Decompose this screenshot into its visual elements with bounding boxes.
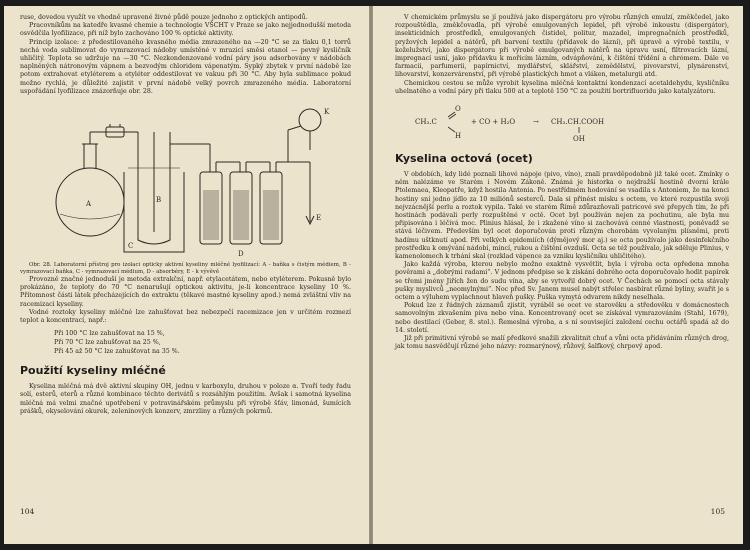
lyophilization-apparatus-figure	[20, 102, 350, 262]
left-paragraph-1: ruse, dovedou využít ve vhodně upravené živné půdě pouze jednoho z optických antipodů.	[20, 14, 308, 21]
left-text-column	[20, 14, 351, 416]
right-paragraph-4: Jako každá výroba, kterou nebylo možno exaktně vysvětlit, byla i výroba octa opředena mnoha pověrami a „dobrými radami“. V jednom předpise se k získání dobrého octa doporučovalo hodit papírek se třemi jmény Jiřích žen do sudu vína, aby se vytvořil dobrý ocet. V Čechách se pomocí octa stávaly pušky myslivců „neomylnými“. Noc před Sv. Janem musel nabýt střelec nasbírat různé byliny, svařit je s octem a výluhem vyplachnout hlaveň pušky. Puška vymytá odvarem nikdy neselhala.	[395, 261, 729, 302]
left-paragraph-3: Princip izolace: z předestilovaného kvasného média zmrazeného na —20 °C se za tlaku 0,1 torrů nechá voda sublimovat do vymrazovací nádoby umístěné v mrazicí směsi etanol — pevný kysličník uhličitý. Teplota se udržuje na —30 °C. Nezkondenzované vodní páry jsou adsorbovány v nádobách naplněných nátronovým vápnem a bezvodým chloridem vápenatým. Sypký zbytek v první nádobě lze potom extrahovat etyléterem a etyléter oddestilovat ve vakuu při 30 °C. Aby byla sublimace pokud možno rychlá, je důležité zajistit v první nádobě velký povrch zmrazeného média. Laboratorní uspořádání lyofilizace znázorňuje obr. 28.	[20, 38, 351, 95]
right-page	[373, 6, 743, 544]
right-text-column	[395, 14, 729, 352]
figure-label-e: E	[316, 214, 322, 223]
left-paragraph-4: Provozně značné jednoduší je metoda extrakční, např. etylacetátem, nebo etyléterem. Pokusně bylo prokázáno, že teploty do 70 °C nenarušují optickou aktivitu, je-li koncentrace kyseliny 10 %. Přítomnost části látek přecházejících do extraktu (těkavé mastné kyseliny apod.) nemá zvláštní vliv na racemizaci kyseliny.	[20, 276, 351, 308]
formula-arrow: →	[533, 118, 539, 127]
right-paragraph-1: V chemickém průmyslu se jí používá jako dispergátoru pro výrobu různých emulzí, změkčedel, jako rozpouštědla, změkčovadla, při výrobě emulgovaných lepidel, při výrobě inkoustu (dispergátor), insekticidních prostředků, emulgovaných čistidel, politur, mazadel, impregnačních prostředků, pryžových lepidel a nátěrů, při barvení textilu (přídavek do lázní), při úpravě a výrobě textilu, v koželužství, jako dispergátoru při výrobě emulgovaných nátěrů na úpravu usní, filtrovacích lázní, impregnací usní, jako přídavku k mořicím lázním, odvápňování, k čištění třídění a chrómem. Dále ve farmacii, parfumerii, papírnictví, mydlářství, sklářství, zemědělství, pivovarství, plynárenství, lihovarství, konzervárenství, při výrobě plastických hmot a vláken, metalurgii atd.	[395, 14, 729, 79]
formula-hydroxyl: OH	[573, 135, 585, 144]
figure-label-k: K	[324, 108, 330, 117]
list-item: Při 45 až 50 °C lze zahušťovat na 35 %.	[54, 348, 180, 356]
section-heading-acetic-acid: Kyselina octová (ocet)	[395, 152, 533, 166]
figure-label-c: C	[128, 242, 134, 251]
formula-hydrogen: H	[455, 132, 462, 141]
list-item: Při 100 °C lze zahušťovat na 15 %,	[54, 330, 165, 338]
concentration-list	[54, 329, 351, 356]
left-paragraph-2: Pracovníkům na katedře kvasné chemie a technologie VŠCHT v Praze se jako nejjednodušší metoda osvědčila lyofilizace, při níž bylo zachováno 100 % optické aktivity.	[20, 22, 351, 38]
left-paragraph-6: Kyselina mléčná má dvě aktivní skupiny OH, jednu v karboxylu, druhou v poloze α. Tvoří tedy řadu solí, esterů, eterů a různé kombinace těchto derivátů s rozsáhlým použitím. Avšak i samotná kyselina mléčná má velmi značné upotřebení v potravinářském průmyslu při výrobě šťáv, limonád, šumících prášků, okyselování okurek, zeleninových konzerv, zmrzliny a různých pokrmů.	[20, 383, 351, 415]
section-heading-use-of-lactic-acid: Použití kyseliny mléčné	[20, 364, 166, 378]
figure-label-d: D	[238, 250, 244, 259]
page-number-left: 104	[20, 507, 35, 516]
formula-reactant: CH₃.C	[415, 118, 437, 127]
page-number-right: 105	[710, 507, 725, 516]
formula-reagents: + CO + H₂O	[471, 118, 516, 127]
left-page	[4, 6, 369, 544]
formula-oxygen: O	[455, 105, 461, 114]
right-paragraph-2: Chemickou cestou se může vyrobit kyselina mléčná kontaktní kondenzací acetaldehydu, kysličníku uhelnatého a vodní páry při tlaku 500 at a teplotě 150 °C za použití bortrifluoridu jako katalyzátoru.	[395, 79, 729, 95]
figure-label-a: A	[86, 200, 92, 209]
list-item: Při 70 °C lze zahušťovat na 25 %,	[54, 339, 161, 347]
right-paragraph-3: V obdobích, kdy lidé poznali lihové nápoje (pivo, víno), znali pravděpodobně již také ocet. Zmínky o něm nalézáme ve Starém i Novém Zákoně. Známá je historka o nejdražší hostině dvorní krále Ptolemaea, Kleopatře, když hostila Antonia. Po nestřídmém hodování se vsadila s Antoniem, že na konci hostiny sní jedno jídlo za 10 miliónů sesterců. Dala si přinést misku s octem, ve které rozpustila svoji nejvzácnější perlu a roztok vypila. Také ve starém Římě zdůrazňovali patricové své přepych tím, že při hostinách podávali perly rozpuštěné v octě. Ocet byl používán nejen za pochutinu, ale byla mu připisována i léčivá moc. Plinius hlásal, že i zkažené víno si zachovává cenné vlastnosti, poněvadž se stává léčivem. Především byl ocet doporučován proti různým chorobám vyvolaným plísněmi, proti hadímu uštknutí apod. Při velkých epidemiích (dýmějový mor aj.) se octa používalo jako desinfekčního prostředku k omývání nádobí, mincí, rukou a čištění ovzduší. Octa se též používalo, jak sděluje Plinius, v kamenolomech k trhání skal (rozklad vápence za vzniku kysličníku uhličitého).	[395, 171, 729, 261]
left-paragraph-5: Vodné roztoky kyseliny mléčné lze zahušťovat bez nebezpečí racemizace jen v určitém rozmezí teplot a koncentrací, např.:	[20, 308, 351, 325]
formula-product: CH₃.CH.COOH	[551, 118, 605, 127]
figure-label-b: B	[156, 196, 162, 205]
reaction-formula	[415, 102, 675, 144]
right-paragraph-5: Pokud lze z řádných záznamů zjistit, vyráběl se ocet ve starověku a středověku v domácnostech samovolným zkvašením piva nebo vína. Koncentrovaný ocet se získával vymrazováním (Stahl, 1679), nebo destilací (Geber, 8. stol.). Řemeslná výroba, a s ní související založení cechu octářů spadá až do 14. století.	[395, 302, 729, 334]
right-paragraph-6: Již při primitivní výrobě se malí předkové snažili zkvalitnit chuť a vůni octa přidáváním různých drog, jak tomu nasvědčují různé jeho názvy: rozmarýnový, růžový, šalfkový, chrpový apod.	[395, 335, 729, 351]
figure-caption: Obr. 28. Laboratorní přístroj pro izolaci opticky aktivní kyseliny mléčné lyofilizací: A - baňka s čistým médiem, B - vymrazovací baňka, C - vymrazovací médium, D - absorbéry, E - k vývěvě	[20, 262, 351, 276]
